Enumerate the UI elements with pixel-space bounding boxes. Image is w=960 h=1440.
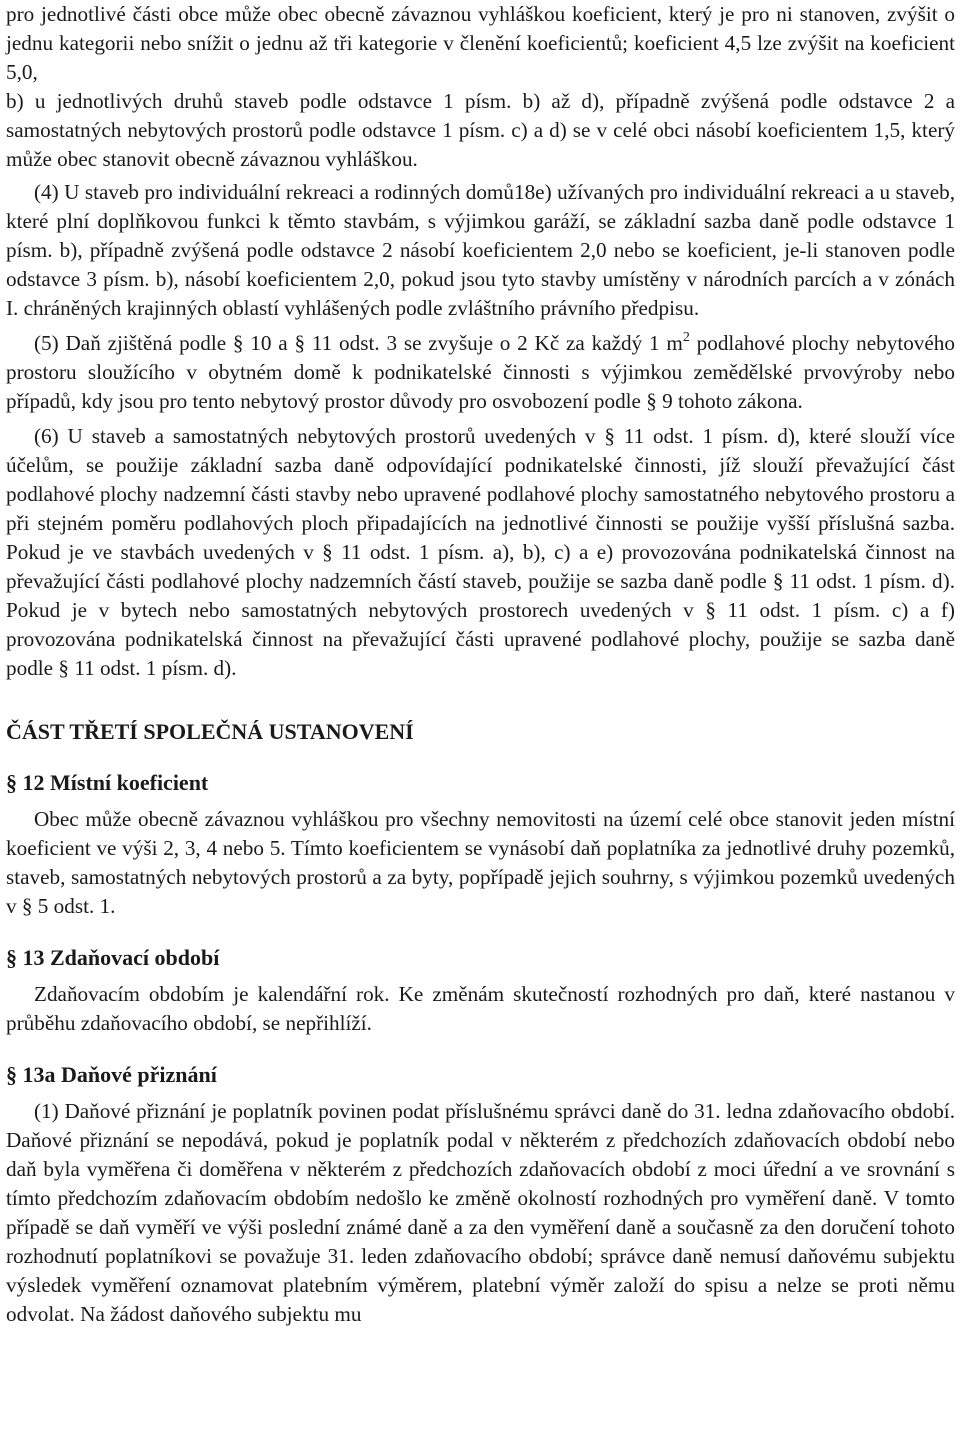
paragraph-5-part-a: (5) Daň zjištěná podle § 10 a § 11 odst. 3 se zvyšuje o 2 Kč za každý 1 m	[34, 331, 683, 355]
section-13-heading: § 13 Zdaňovací období	[6, 945, 220, 970]
paragraph-4: (4) U staveb pro individuální rekreaci a rodinných domů18e) užívaných pro individuální rekreaci a u staveb, které plní doplňkovou funkci k těmto stavbám, s výjimkou garáží, se základní sazba daně podle odstavce 1 písm. b), případně zvýšená podle odstavce 2 násobí koeficientem 2,0 nebo se koeficient, je-li stanoven podle odstavce 3 písm. b), násobí koeficientem 2,0, pokud jsou tyto stavby umístěny v národních parcích a v zónách I. chráněných krajinných oblastí vyhlášených podle zvláštního právního předpisu.	[6, 180, 955, 320]
part-heading: ČÁST TŘETÍ SPOLEČNÁ USTANOVENÍ	[6, 719, 414, 744]
paragraph-item-b: b) u jednotlivých druhů staveb podle odstavce 1 písm. b) až d), případně zvýšená podle odstavce 2 a samostatných nebytových prostorů podle odstavce 1 písm. c) a d) se v celé obci násobí koeficientem 1,5, který může obec stanovit obecně závaznou vyhláškou.	[6, 89, 955, 171]
superscript-2: 2	[682, 330, 690, 345]
section-12-text: Obec může obecně závaznou vyhláškou pro všechny nemovitosti na území celé obce stanovit jeden místní koeficient ve výši 2, 3, 4 nebo 5. Tímto koeficientem se vynásobí daň poplatníka za jednotlivé druhy pozemků, staveb, samostatných nebytových prostorů a za byty, popřípadě jejich souhrny, s výjimkou pozemků uvedených v § 5 odst. 1.	[6, 807, 955, 918]
section-12-heading: § 12 Místní koeficient	[6, 770, 209, 795]
paragraph-5-part-b: podlahové plochy nebytového prostoru sloužícího v obytném domě k podnikatelské činnosti s výjimkou zemědělské prvovýroby nebo případů, kdy jsou pro tento nebytový prostor důvody pro osvobození podle § 9 tohoto zákona.	[6, 331, 955, 413]
document-page	[6, 0, 955, 1329]
paragraph-intro: pro jednotlivé části obce může obec obecně závaznou vyhláškou koeficient, který je pro ni stanoven, zvýšit o jednu kategorii nebo snížit o jednu až tři kategorie v členění koeficientů; koeficient 4,5 lze zvýšit na koeficient 5,0,	[6, 2, 955, 84]
paragraph-6: (6) U staveb a samostatných nebytových prostorů uvedených v § 11 odst. 1 písm. d), které slouží více účelům, se použije základní sazba daně odpovídající podnikatelské činnosti, jíž slouží převažující část podlahové plochy nadzemní části stavby nebo upravené podlahové plochy samostatného nebytového prostoru a při stejném poměru podlahových ploch připadajících na jednotlivé činnosti se použije vyšší příslušná sazba. Pokud je ve stavbách uvedených v § 11 odst. 1 písm. a), b), c) a e) provozována podnikatelská činnost na převažující části podlahové plochy nadzemních částí staveb, použije se sazba daně podle § 11 odst. 1 písm. d). Pokud je v bytech nebo samostatných nebytových prostorech uvedených v § 11 odst. 1 písm. c) a f) provozována podnikatelská činnost na převažující části upravené podlahové plochy, použije se sazba daně podle § 11 odst. 1 písm. d).	[6, 424, 955, 680]
section-13-text: Zdaňovacím obdobím je kalendářní rok. Ke změnám skutečností rozhodných pro daň, které nastanou v průběhu zdaňovacího období, se nepřihlíží.	[6, 982, 955, 1035]
section-13a-text: (1) Daňové přiznání je poplatník povinen podat příslušnému správci daně do 31. ledna zdaňovacího období. Daňové přiznání se nepodává, pokud je poplatník podal v některém z předchozích zdaňovacích období nebo daň byla vyměřena či doměřena v některém z předchozích zdaňovacích období z moci úřední a ve srovnání s tímto předchozím zdaňovacím obdobím nedošlo ke změně okolností rozhodných pro vyměření daně. V tomto případě se daň vyměří ve výši poslední známé daně a za den vyměření daně a současně za den doručení tohoto rozhodnutí poplatníkovi se považuje 31. leden zdaňovacího období; správce daně nemusí daňovému subjektu výsledek vyměření oznamovat platebním výměrem, platební výměr založí do spisu a nelze se proti němu odvolat. Na žádost daňového subjektu mu	[6, 1099, 955, 1326]
paragraph-5	[6, 329, 955, 416]
section-13a-heading: § 13a Daňové přiznání	[6, 1062, 217, 1087]
